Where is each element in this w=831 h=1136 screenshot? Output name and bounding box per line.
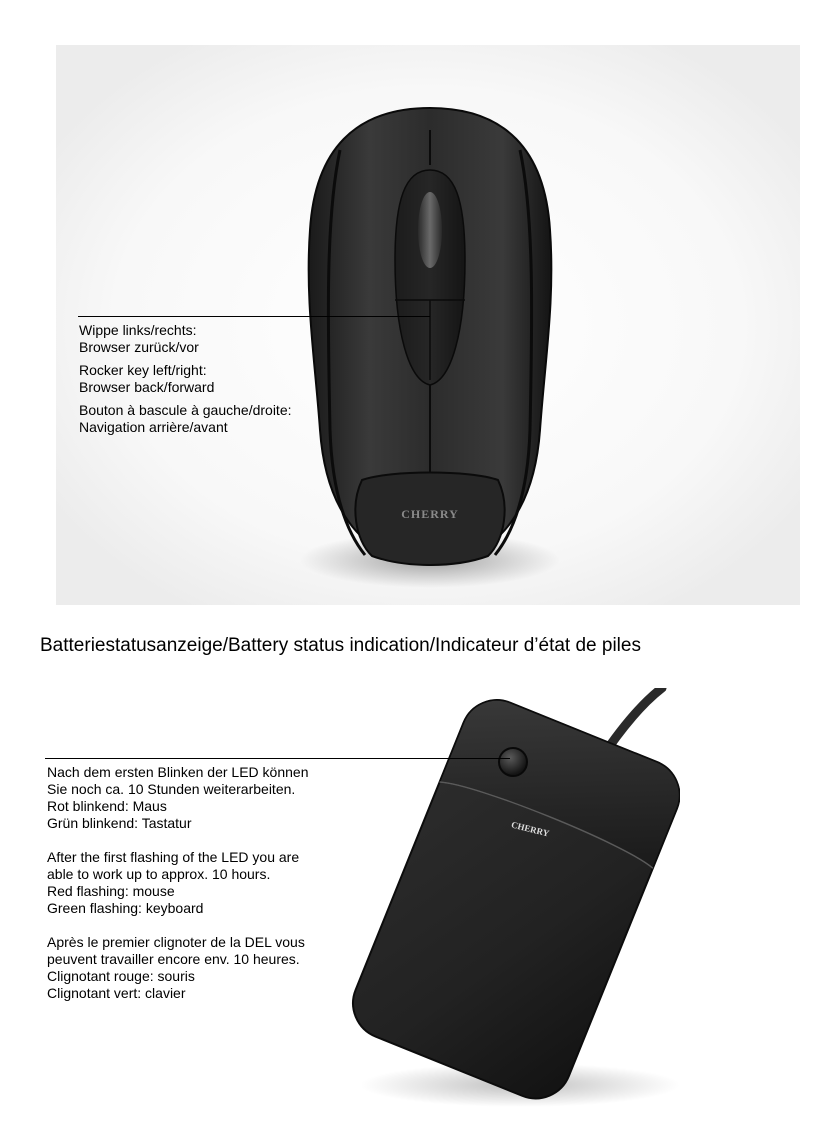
led-de-line-3: Rot blinkend: Maus xyxy=(47,798,167,814)
led-de-line-2: Sie noch ca. 10 Stunden weiterarbeiten. xyxy=(47,781,296,797)
mouse-brand-logo: CHERRY xyxy=(401,507,459,521)
led-fr-line-4: Clignotant vert: clavier xyxy=(47,985,186,1001)
led-fr-line-3: Clignotant rouge: souris xyxy=(47,968,195,984)
led-indicator xyxy=(499,748,527,776)
rocker-key-en-title: Rocker key left/right: xyxy=(79,362,207,378)
led-en-line-1: After the first flashing of the LED you are xyxy=(47,849,300,865)
rocker-key-fr-desc: Navigation arrière/avant xyxy=(79,419,228,435)
rocker-key-leader-line xyxy=(78,316,430,317)
led-leader-line xyxy=(45,758,510,759)
rocker-key-callout xyxy=(79,322,292,436)
led-fr-line-2: peuvent travailler encore env. 10 heures. xyxy=(47,951,300,967)
led-en-line-2: able to work up to approx. 10 hours. xyxy=(47,866,271,882)
rocker-key-en-desc: Browser back/forward xyxy=(79,379,215,395)
led-en-line-4: Green flashing: keyboard xyxy=(47,900,204,916)
led-callout xyxy=(47,764,308,1002)
battery-status-heading: Batteriestatusanzeige/Battery status indication/Indicateur d’état de piles xyxy=(40,635,641,656)
receiver-photo xyxy=(320,688,680,1120)
rocker-key-fr-title: Bouton à bascule à gauche/droite: xyxy=(79,402,292,418)
receiver-brand-logo: CHERRY xyxy=(510,819,551,839)
rocker-key-de-title: Wippe links/rechts: xyxy=(79,322,197,338)
led-fr-line-1: Après le premier clignoter de la DEL vous xyxy=(47,934,305,950)
led-de-line-1: Nach dem ersten Blinken der LED können xyxy=(47,764,309,780)
led-en-line-3: Red flashing: mouse xyxy=(47,883,175,899)
rocker-key-de-desc: Browser zurück/vor xyxy=(79,339,199,355)
led-de-line-4: Grün blinkend: Tastatur xyxy=(47,815,192,831)
